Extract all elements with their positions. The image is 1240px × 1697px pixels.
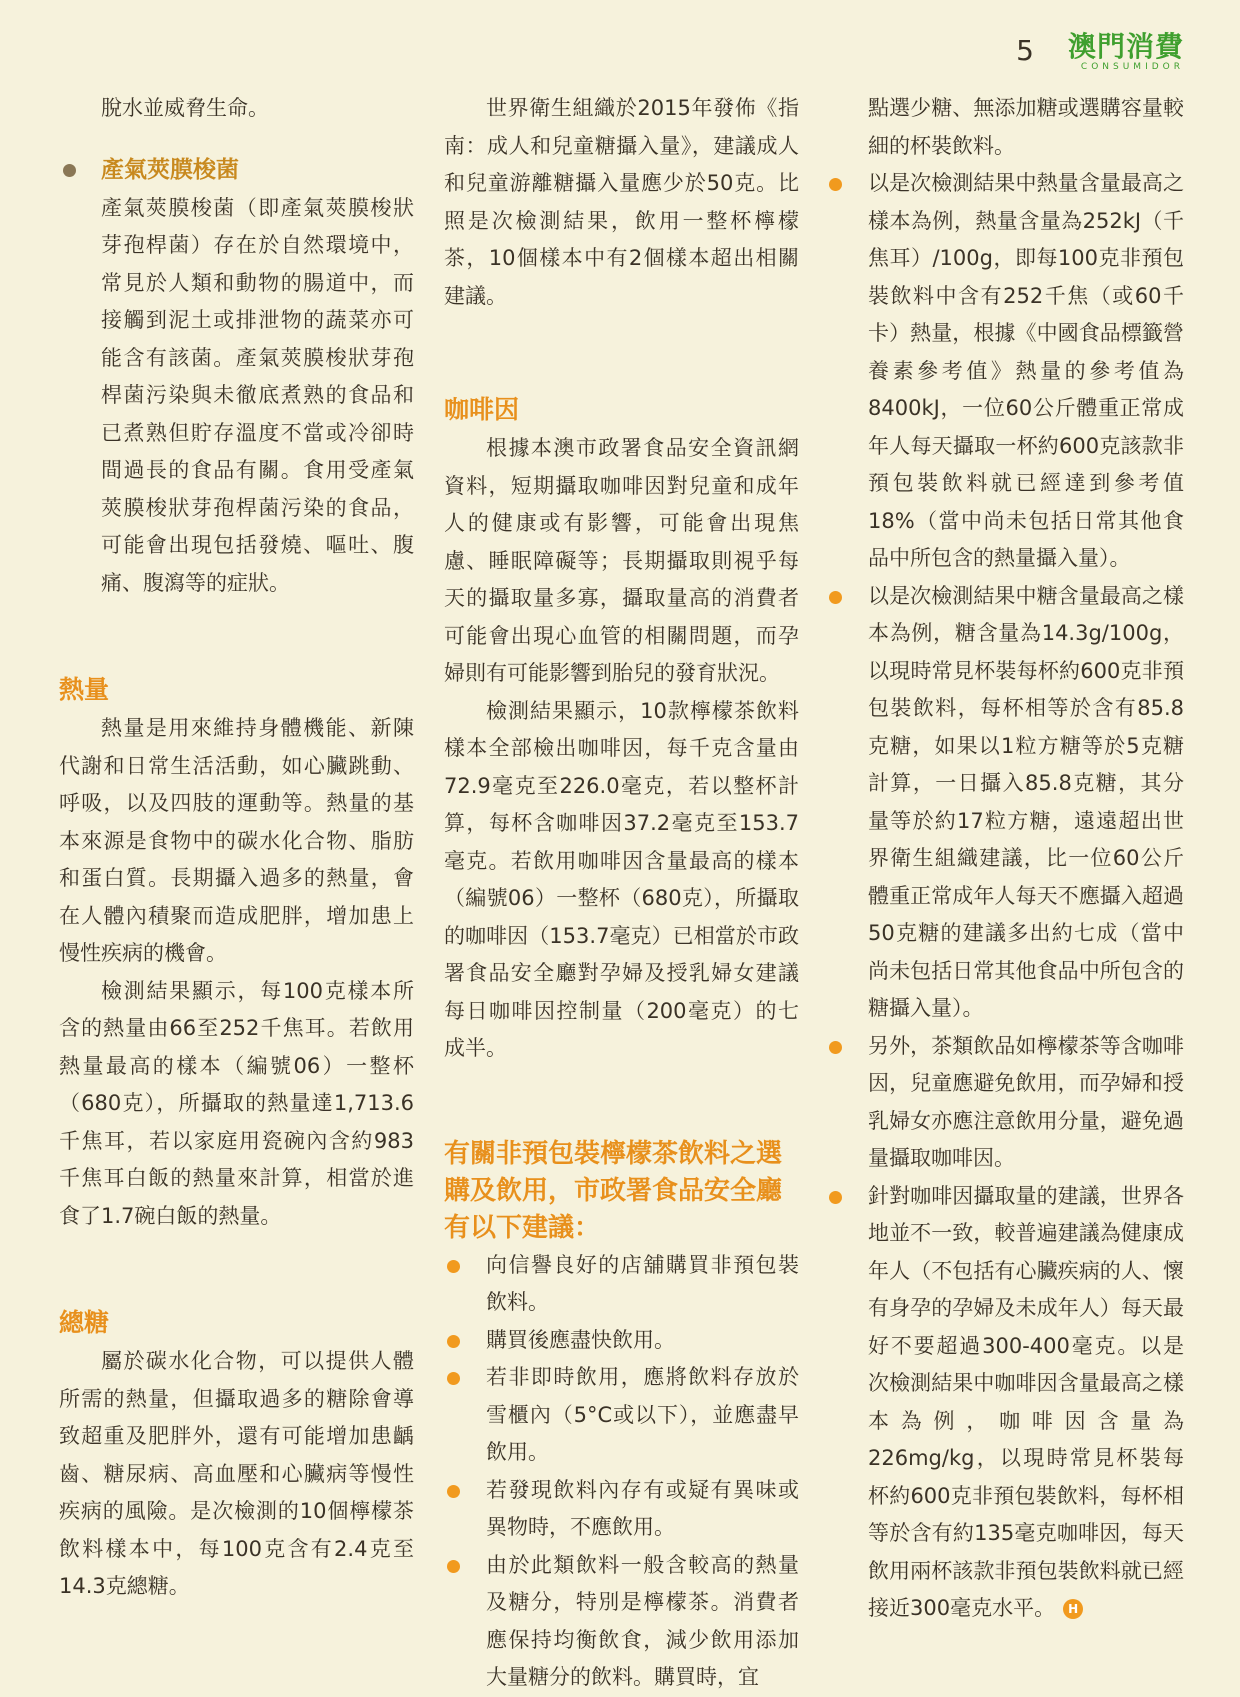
advice-list (444, 1247, 799, 1697)
bullet-dot-icon (447, 1560, 460, 1573)
caffeine-paragraph-2: 檢測結果顯示，10款檸檬茶飲料樣本全部檢出咖啡因，每千克含量由72.9毫克至226.0毫克，若以整杯計算，每杯含咖啡因37.2毫克至153.7毫克。若飲用咖啡因含量最高的樣本（編號06）一整杯（680克），所攝取的咖啡因（153.7毫克）已相當於市政署食品安全廳對孕婦及授乳婦女建議每日咖啡因控制量（200毫克）的七成半。 (444, 698, 799, 1060)
list-item: 針對咖啡因攝取量的建議，世界各地並不一致，較普遍建議為健康成年人（不包括有心臟疾病的人、懷有身孕的孕婦及未成年人）每天最好不要超過300-400毫克。以是次檢測結果中咖啡因含量最高之樣本為例，咖啡因含量為226mg/kg，以現時常見杯裝每杯約600克非預包裝飲料，每杯相等於含有約135毫克咖啡因，每天飲用兩杯該款非預包裝飲料就已經接近300毫克水平。 H (826, 1178, 1184, 1628)
who-paragraph: 世界衛生組織於2015年發佈《指南：成人和兒童糖攝入量》，建議成人和兒童游離糖攝入量應少於50克。比照是次檢測結果，飲用一整杯檸檬茶，10個樣本中有2個樣本超出相關建議。 (444, 96, 799, 308)
list-item: 購買後應盡快飲用。 (444, 1322, 799, 1360)
article-end-icon: H (1063, 1599, 1083, 1619)
energy-heading: 熱量 (59, 675, 110, 704)
bacteria-paragraph: 產氣莢膜梭菌（即產氣莢膜梭狀芽孢桿菌）存在於自然環境中，常見於人類和動物的腸道中，而接觸到泥土或排泄物的蔬菜亦可能含有該菌。產氣莢膜梭狀芽孢桿菌污染與未徹底煮熟的食品和已煮熟但貯存溫度不當或冷卻時間過長的食品有關。食用受產氣莢膜梭狀芽孢桿菌污染的食品，可能會出現包括發燒、嘔吐、腹痛、腹瀉等的症狀。 (101, 195, 414, 595)
list-item: 若發現飲料內存有或疑有異味或異物時，不應飲用。 (444, 1472, 799, 1547)
brand-logo (1044, 30, 1184, 72)
page-number: 5 (1016, 34, 1034, 67)
column-2 (444, 90, 799, 1697)
brand-name: 澳門消費 (1067, 30, 1184, 63)
list-item: 另外，茶類飲品如檸檬茶等含咖啡因，兒童應避免飲用，而孕婦和授乳婦女亦應注意飲用分量，避免過量攝取咖啡因。 (826, 1028, 1184, 1178)
column-1 (59, 90, 414, 1606)
bullet-dot-icon (829, 178, 842, 191)
bullet-dot-icon (829, 1191, 842, 1204)
bacteria-heading (59, 150, 414, 190)
bacteria-heading-text: 產氣莢膜梭菌 (101, 156, 239, 183)
column-3 (826, 90, 1184, 1628)
sugar-paragraph: 屬於碳水化合物，可以提供人體所需的熱量，但攝取過多的糖除會導致超重及肥胖外，還有可能增加患齲齒、糖尿病、高血壓和心臟病等慢性疾病的風險。是次檢測的10個檸檬茶飲料樣本中，每100克含有2.4克至14.3克總糖。 (59, 1349, 414, 1598)
bullet-dot-icon (829, 1041, 842, 1054)
caffeine-heading: 咖啡因 (444, 395, 520, 424)
energy-paragraph-1: 熱量是用來維持身體機能、新陳代謝和日常生活活動，如心臟跳動、呼吸，以及四肢的運動等。熱量的基本來源是食物中的碳水化合物、脂肪和蛋白質。長期攝入過多的熱量，會在人體內積聚而造成肥胖，增加患上慢性疾病的機會。 (59, 716, 414, 965)
sugar-heading: 總糖 (59, 1308, 110, 1337)
caffeine-paragraph-1: 根據本澳市政署食品安全資訊網資料，短期攝取咖啡因對兒童和成年人的健康或有影響，可能會出現焦慮、睡眠障礙等；長期攝取則視乎每天的攝取量多寡，攝取量高的消費者可能會出現心血管的相關問題，而孕婦則有可能影響到胎兒的發育狀況。 (444, 436, 799, 685)
list-item: 以是次檢測結果中糖含量最高之樣本為例，糖含量為14.3g/100g，以現時常見杯裝每杯約600克非預包裝飲料，每杯相等於含有85.8克糖，如果以1粒方糖等於5克糖計算，一日攝入85.8克糖，其分量等於約17粒方糖，遠遠超出世界衛生組織建議，比一位60公斤體重正常成年人每天不應攝入超過50克糖的建議多出約七成（當中尚未包括日常其他食品中所包含的糖攝入量）。 (826, 578, 1184, 1028)
list-item: 由於此類飲料一般含較高的熱量及糖分，特別是檸檬茶。消費者應保持均衡飲食，減少飲用添加大量糖分的飲料。購買時，宜 (444, 1547, 799, 1697)
bullet-dot-icon (447, 1485, 460, 1498)
bullet-dot-icon (63, 164, 76, 177)
advice-list-continued (826, 165, 1184, 1628)
list-item: 以是次檢測結果中熱量含量最高之樣本為例，熱量含量為252kJ（千焦耳）/100g，即每100克非預包裝飲料中含有252千焦（或60千卡）熱量，根據《中國食品標籤營養素參考值》熱量的參考值為8400kJ，一位60公斤體重正常成年人每天攝取一杯約600克該款非預包裝飲料就已經達到參考值18%（當中尚未包括日常其他食品中所包含的熱量攝入量）。 (826, 165, 1184, 578)
energy-paragraph-2: 檢測結果顯示，每100克樣本所含的熱量由66至252千焦耳。若飲用熱量最高的樣本（編號06）一整杯（680克），所攝取的熱量達1,713.6千焦耳，若以家庭用瓷碗內含約983千焦耳白飯的熱量來計算，相當於進食了1.7碗白飯的熱量。 (59, 978, 414, 1228)
bullet-dot-icon (447, 1335, 460, 1348)
bullet-dot-icon (447, 1260, 460, 1273)
advice-heading: 有關非預包裝檸檬茶飲料之選購及飲用，市政署食品安全廳有以下建議： (444, 1138, 783, 1243)
bullet-dot-icon (829, 591, 842, 604)
advice-continued: 點選少糖、無添加糖或選購容量較細的杯裝飲料。 (868, 96, 1184, 158)
list-item: 向信譽良好的店舖購買非預包裝飲料。 (444, 1247, 799, 1322)
brand-subtitle: CONSUMIDOR (1080, 62, 1184, 72)
bullet-dot-icon (447, 1372, 460, 1385)
list-item: 若非即時飲用，應將飲料存放於雪櫃內（5°C或以下），並應盡早飲用。 (444, 1359, 799, 1472)
intro-paragraph: 脫水並威脅生命。 (101, 96, 269, 120)
